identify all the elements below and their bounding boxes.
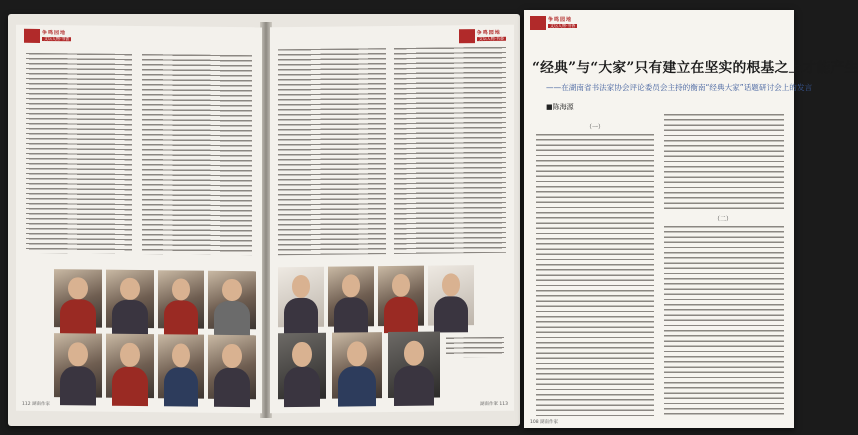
badge-title: 争鸣园地 xyxy=(476,29,501,37)
portrait-photo xyxy=(388,331,440,398)
portrait-photo xyxy=(278,333,326,400)
badge-subtitle: 文坛人物·书香 xyxy=(478,35,504,42)
portrait-photo xyxy=(158,334,204,398)
portrait-photo xyxy=(158,270,204,328)
body-text-column xyxy=(394,47,506,254)
article-subheadline: ——在湖南省书法家协会评论委员会主持的衡南“经典大家”话题研讨会上的发言 xyxy=(546,83,813,92)
portrait-photo xyxy=(378,266,424,326)
body-text-column xyxy=(278,48,386,255)
badge-mark-icon xyxy=(530,16,546,30)
body-text-column xyxy=(26,53,132,254)
badge-mark-icon xyxy=(459,29,475,43)
portrait-photo xyxy=(428,265,474,325)
body-text-column xyxy=(664,226,784,416)
portrait-photo xyxy=(106,334,154,399)
badge-subtitle: 文坛人物·书香 xyxy=(44,36,70,42)
article-headline: “经典”与“大家”只有建立在坚实的根基之上才能产生 xyxy=(532,60,858,76)
portrait-photo xyxy=(54,333,102,398)
portrait-photo xyxy=(328,266,374,326)
author-label: ■陈海源 xyxy=(546,103,574,111)
photo-caption xyxy=(446,337,504,358)
magazine-spread xyxy=(8,14,520,426)
article-page xyxy=(524,10,858,428)
body-text-column xyxy=(142,54,252,255)
column-badge xyxy=(24,29,71,43)
portrait-photo xyxy=(332,332,382,399)
page-folio: 湖南作家 113 xyxy=(479,401,508,408)
body-text-column xyxy=(536,134,654,416)
portrait-photo xyxy=(208,271,256,330)
badge-title: 争鸣园地 xyxy=(548,17,573,23)
badge-mark-icon xyxy=(24,29,40,43)
badge-title: 争鸣园地 xyxy=(42,29,67,37)
portrait-photo xyxy=(106,270,154,329)
portrait-photo xyxy=(278,267,324,327)
spread-right-page xyxy=(270,25,514,414)
column-badge xyxy=(459,29,506,43)
spread-left-page xyxy=(16,25,262,414)
section-number: （二） xyxy=(714,216,733,223)
badge-subtitle: 文坛人物·书香 xyxy=(550,23,576,28)
column-badge xyxy=(530,16,577,30)
portrait-photo xyxy=(208,335,256,400)
portrait-photo xyxy=(54,269,102,328)
article-author xyxy=(546,102,574,112)
page-folio: 112 湖南作家 xyxy=(22,401,51,408)
body-text-column xyxy=(664,114,784,210)
section-number: （一） xyxy=(586,124,605,131)
page-folio: 108 湖南作家 xyxy=(530,420,559,425)
